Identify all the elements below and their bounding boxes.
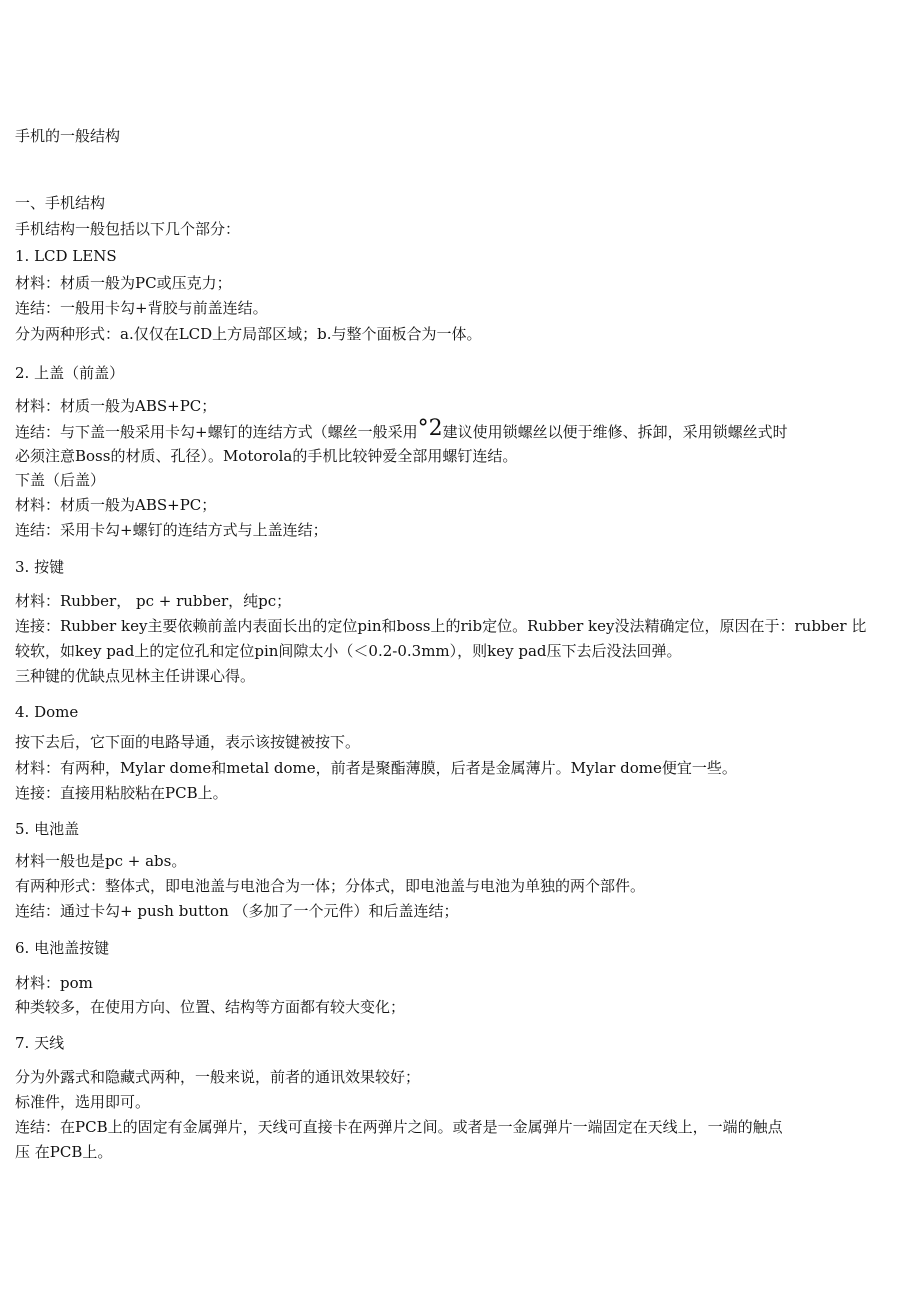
section-heading: 一、手机结构 — [15, 194, 106, 212]
paragraph-line: 材料：有两种，Mylar dome和metal dome，前者是聚酯薄膜，后者是金属薄片。Mylar dome便宜一些。 — [15, 759, 737, 777]
screw-spec-mark: °2 — [417, 416, 443, 441]
item-heading-battery-cover: 5. 电池盖 — [15, 820, 80, 838]
sub-heading-back-cover: 下盖（后盖） — [15, 471, 106, 489]
paragraph-line: 材料：材质一般为ABS+PC； — [15, 496, 217, 514]
paragraph-line: 材料：材质一般为PC或压克力； — [15, 274, 232, 292]
item-heading-front-cover: 2. 上盖（前盖） — [15, 364, 125, 382]
paragraph-line: 较软，如key pad上的定位孔和定位pin间隙太小（＜0.2-0.3mm），则key pad压下去后没法回弹。 — [15, 642, 682, 660]
paragraph-line: 必须注意Boss的材质、孔径）。Motorola的手机比较钟爱全部用螺钉连结。 — [15, 447, 518, 465]
item-heading-keys: 3. 按键 — [15, 558, 65, 576]
paragraph-line: 标准件，选用即可。 — [15, 1093, 151, 1111]
paragraph-line: 连结：采用卡勾+螺钉的连结方式与上盖连结； — [15, 521, 328, 539]
paragraph-line: 连结：通过卡勾+ push button （多加了一个元件）和后盖连结； — [15, 902, 459, 920]
text-run: 建议使用锁螺丝以便于维修、拆卸，采用锁螺丝式时 — [442, 423, 788, 441]
paragraph-line: 材料一般也是pc + abs。 — [15, 852, 187, 870]
item-heading-dome: 4. Dome — [15, 703, 79, 721]
paragraph-line: 材料：Rubber， pc + rubber，纯pc； — [15, 592, 292, 610]
paragraph-line: 分为两种形式：a.仅仅在LCD上方局部区域；b.与整个面板合为一体。 — [15, 325, 482, 343]
document-title: 手机的一般结构 — [15, 127, 121, 145]
paragraph-line: 连接：直接用粘胶粘在PCB上。 — [15, 784, 228, 802]
paragraph-line: 连结：在PCB上的固定有金属弹片，天线可直接卡在两弹片之间。或者是一金属弹片一端固定在天线上，一端的触点 — [15, 1118, 783, 1136]
paragraph-line: 材料：pom — [15, 974, 93, 992]
paragraph-line: 压 在PCB上。 — [15, 1143, 113, 1161]
paragraph-line: 分为外露式和隐藏式两种，一般来说，前者的通讯效果较好； — [15, 1068, 421, 1086]
item-heading-antenna: 7. 天线 — [15, 1034, 65, 1052]
paragraph-line: 有两种形式：整体式，即电池盖与电池合为一体；分体式，即电池盖与电池为单独的两个部件。 — [15, 877, 646, 895]
paragraph-line: 种类较多，在使用方向、位置、结构等方面都有较大变化； — [15, 998, 406, 1016]
item-heading-battery-cover-key: 6. 电池盖按键 — [15, 939, 110, 957]
paragraph-line: 三种键的优缺点见林主任讲课心得。 — [15, 667, 256, 685]
paragraph-line — [15, 416, 788, 442]
paragraph-line: 连接：Rubber key主要依赖前盖内表面长出的定位pin和boss上的rib定位。Rubber key没法精确定位，原因在于：rubber 比 — [15, 617, 867, 635]
item-heading-lcd-lens: 1. LCD LENS — [15, 247, 117, 265]
paragraph-line: 按下去后，它下面的电路导通，表示该按键被按下。 — [15, 733, 361, 751]
text-run: 连结：与下盖一般采用卡勾+螺钉的连结方式（螺丝一般采用 — [15, 423, 418, 441]
paragraph-line: 连结：一般用卡勾+背胶与前盖连结。 — [15, 299, 268, 317]
paragraph-line: 手机结构一般包括以下几个部分： — [15, 220, 241, 238]
paragraph-line: 材料：材质一般为ABS+PC； — [15, 397, 217, 415]
